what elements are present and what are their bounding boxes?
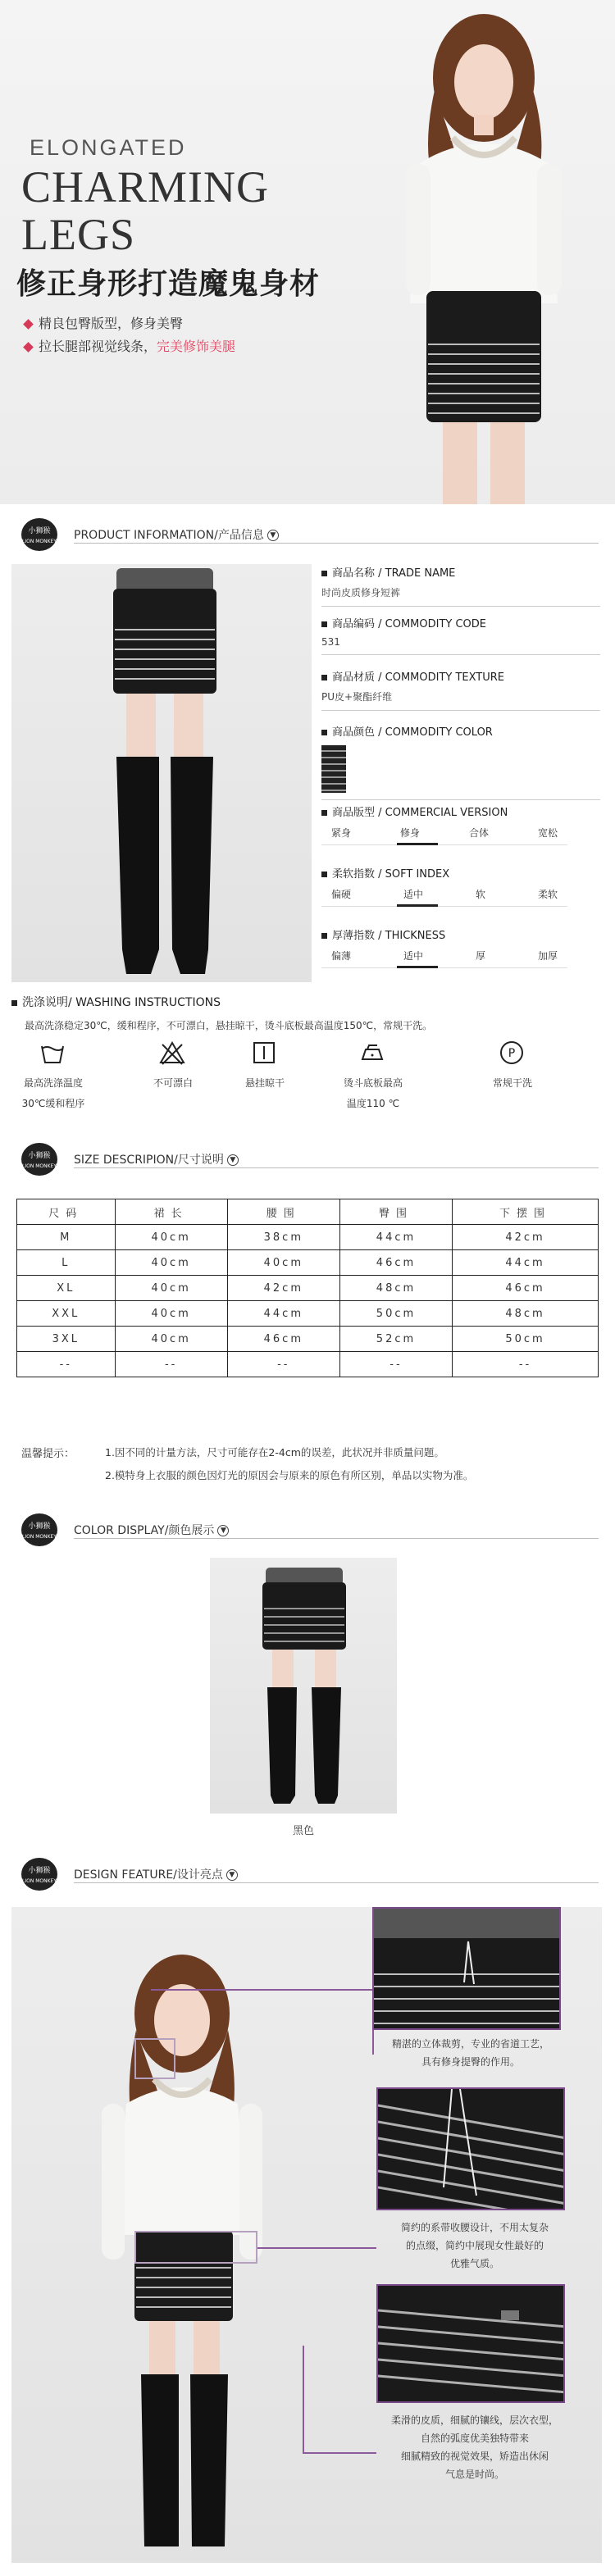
table-row: XXL 40cm 44cm 50cm 48cm bbox=[17, 1301, 599, 1327]
table-header-row: 尺码 裙长 腰围 臀围 下摆围 bbox=[17, 1199, 599, 1225]
chevron-down-icon: ▼ bbox=[267, 530, 279, 541]
divider bbox=[74, 1882, 599, 1883]
connector-line bbox=[303, 2452, 376, 2454]
version-scale: 紧身 修身 合体 宽松 bbox=[331, 827, 558, 839]
texture-row: 商品材质 / COMMODITY TEXTURE PU皮+聚酯纤维 bbox=[321, 668, 600, 711]
color-display-header: 小狮猴 LION MONKEY COLOR DISPLAY/颜色展示 ▼ bbox=[0, 1512, 615, 1548]
wash-label-4: 烫斗底板最高 温度110 ℃ bbox=[343, 1077, 403, 1109]
size-header: 小狮猴 LION MONKEY SIZE DESCRIPION/尺寸说明 ▼ bbox=[0, 1141, 615, 1177]
callout-waist-detail bbox=[372, 1907, 561, 2030]
connector-line bbox=[303, 2346, 304, 2452]
version-scale-bar bbox=[321, 843, 567, 845]
hang-dry-icon bbox=[244, 1040, 284, 1069]
soft-index-row: 柔软指数 / SOFT INDEX 偏硬 适中 软 柔软 bbox=[321, 865, 600, 907]
chevron-down-icon: ▼ bbox=[217, 1525, 229, 1536]
color-swatch bbox=[321, 745, 346, 793]
brand-logo: 小狮猴 LION MONKEY bbox=[21, 1513, 57, 1546]
hero-charming: CHARMING bbox=[21, 162, 270, 212]
wash-30-icon bbox=[33, 1040, 72, 1069]
connector-line bbox=[257, 2247, 376, 2249]
highlight-box bbox=[134, 2038, 175, 2079]
color-row: 商品颜色 / COMMODITY COLOR bbox=[321, 723, 600, 800]
highlight-box bbox=[134, 2231, 257, 2264]
no-bleach-icon bbox=[153, 1040, 192, 1069]
design-feature-photo bbox=[11, 1907, 602, 2563]
diamond-icon bbox=[23, 342, 34, 353]
hero-banner bbox=[0, 0, 615, 504]
wash-label-1: 最高洗涤温度 30℃缓和程序 bbox=[21, 1077, 85, 1109]
version-row: 商品版型 / COMMERCIAL VERSION 紧身 修身 合体 宽松 bbox=[321, 803, 600, 845]
soft-scale: 偏硬 适中 软 柔软 bbox=[331, 889, 558, 900]
diamond-icon bbox=[23, 319, 34, 330]
model-photo bbox=[361, 0, 615, 504]
size-tip-1: 1.因不同的计量方法，尺寸可能存在2-4cm的误差，此状况并非质量问题。 bbox=[105, 1446, 444, 1459]
thickness-row: 厚薄指数 / THICKNESS 偏薄 适中 厚 加厚 bbox=[321, 926, 600, 968]
hero-bullet-1: 精良包臀版型，修身美臀 bbox=[25, 313, 183, 332]
size-table bbox=[16, 1199, 599, 1377]
table-row: 3XL 40cm 46cm 52cm 50cm bbox=[17, 1327, 599, 1352]
square-bullet-icon bbox=[321, 571, 327, 576]
wash-label-5: 常规干洗 bbox=[492, 1077, 532, 1089]
wash-label-2: 不可漂白 bbox=[153, 1077, 193, 1089]
callout-drawstring-detail bbox=[376, 2087, 565, 2210]
hero-elongated: ELONGATED bbox=[30, 135, 187, 160]
square-bullet-icon bbox=[321, 675, 327, 680]
square-bullet-icon bbox=[11, 1000, 17, 1006]
washing-title: 洗涤说明/ WASHING INSTRUCTIONS bbox=[11, 994, 221, 1010]
brand-logo: 小狮猴 LION MONKEY bbox=[21, 1858, 57, 1891]
feature-text-3: 柔滑的皮质，细腻的镶线，层次衣型， 自然的弧度优美独特带来 细腻精致的视觉效果，矫造出休闲 气息是时尚。 bbox=[390, 2414, 558, 2480]
divider bbox=[74, 543, 599, 544]
color-black-photo bbox=[210, 1558, 397, 1814]
thickness-scale: 偏薄 适中 厚 加厚 bbox=[331, 950, 558, 962]
square-bullet-icon bbox=[321, 730, 327, 735]
table-row: XL 40cm 42cm 48cm 46cm bbox=[17, 1276, 599, 1301]
trade-name-row: 商品名称 / TRADE NAME 时尚皮质修身短裤 bbox=[321, 564, 600, 607]
product-photo bbox=[11, 564, 312, 982]
hero-legs: LEGS bbox=[21, 210, 135, 259]
size-tip-label: 温馨提示： bbox=[21, 1448, 75, 1460]
divider bbox=[74, 1167, 599, 1168]
square-bullet-icon bbox=[321, 810, 327, 816]
soft-scale-bar bbox=[321, 904, 567, 907]
soft-scale-marker bbox=[397, 904, 438, 907]
table-row: M 40cm 38cm 44cm 42cm bbox=[17, 1225, 599, 1250]
dry-clean-icon bbox=[492, 1040, 531, 1069]
hero-slogan: 修正身形打造魔鬼身材 bbox=[16, 267, 321, 301]
feature-text-1: 精湛的立体裁剪，专业的省道工艺， 具有修身提臀的作用。 bbox=[391, 2038, 549, 2068]
table-row: -- -- -- -- -- bbox=[17, 1352, 599, 1377]
iron-icon bbox=[353, 1040, 392, 1069]
version-scale-marker bbox=[397, 843, 438, 845]
divider bbox=[74, 1538, 599, 1539]
thickness-scale-marker bbox=[397, 966, 438, 968]
brand-logo: 小狮猴 LION MONKEY bbox=[21, 1143, 57, 1176]
product-info-header: 小狮猴 LION MONKEY PRODUCT INFORMATION/产品信息 ▼ bbox=[0, 517, 615, 553]
brand-logo: 小狮猴 LION MONKEY bbox=[21, 518, 57, 551]
design-feature-header: 小狮猴 LION MONKEY DESIGN FEATURE/设计亮点 ▼ bbox=[0, 1856, 615, 1892]
square-bullet-icon bbox=[321, 872, 327, 877]
shorts-boots-image bbox=[11, 564, 312, 982]
table-row: L 40cm 40cm 46cm 44cm bbox=[17, 1250, 599, 1276]
square-bullet-icon bbox=[321, 933, 327, 939]
shorts-boots-image bbox=[210, 1558, 397, 1814]
commodity-code-row: 商品编码 / COMMODITY CODE 531 bbox=[321, 615, 600, 655]
thickness-scale-bar bbox=[321, 966, 567, 968]
callout-leather-detail bbox=[376, 2284, 565, 2403]
chevron-down-icon: ▼ bbox=[227, 1154, 239, 1166]
chevron-down-icon: ▼ bbox=[226, 1869, 238, 1881]
svg-text:P: P bbox=[508, 1047, 516, 1060]
square-bullet-icon bbox=[321, 621, 327, 627]
wash-label-3: 悬挂晾干 bbox=[244, 1077, 285, 1089]
feature-text-2: 简约的系带收腰设计，不用太复杂 的点缀，简约中展现女性最好的 优雅气质。 bbox=[400, 2222, 549, 2269]
washing-desc: 最高洗涤稳定30℃，缓和程序，不可漂白，悬挂晾干，烫斗底板最高温度150℃，常规干洗。 bbox=[25, 1020, 433, 1031]
size-tip-2: 2.模特身上衣服的颜色因灯光的原因会与原来的原色有所区别，单品以实物为准。 bbox=[105, 1469, 474, 1481]
color-caption: 黑色 bbox=[292, 1825, 314, 1837]
hero-bullet-2: 拉长腿部视觉线条，完美修饰美腿 bbox=[25, 336, 235, 355]
connector-line bbox=[151, 1989, 372, 1991]
